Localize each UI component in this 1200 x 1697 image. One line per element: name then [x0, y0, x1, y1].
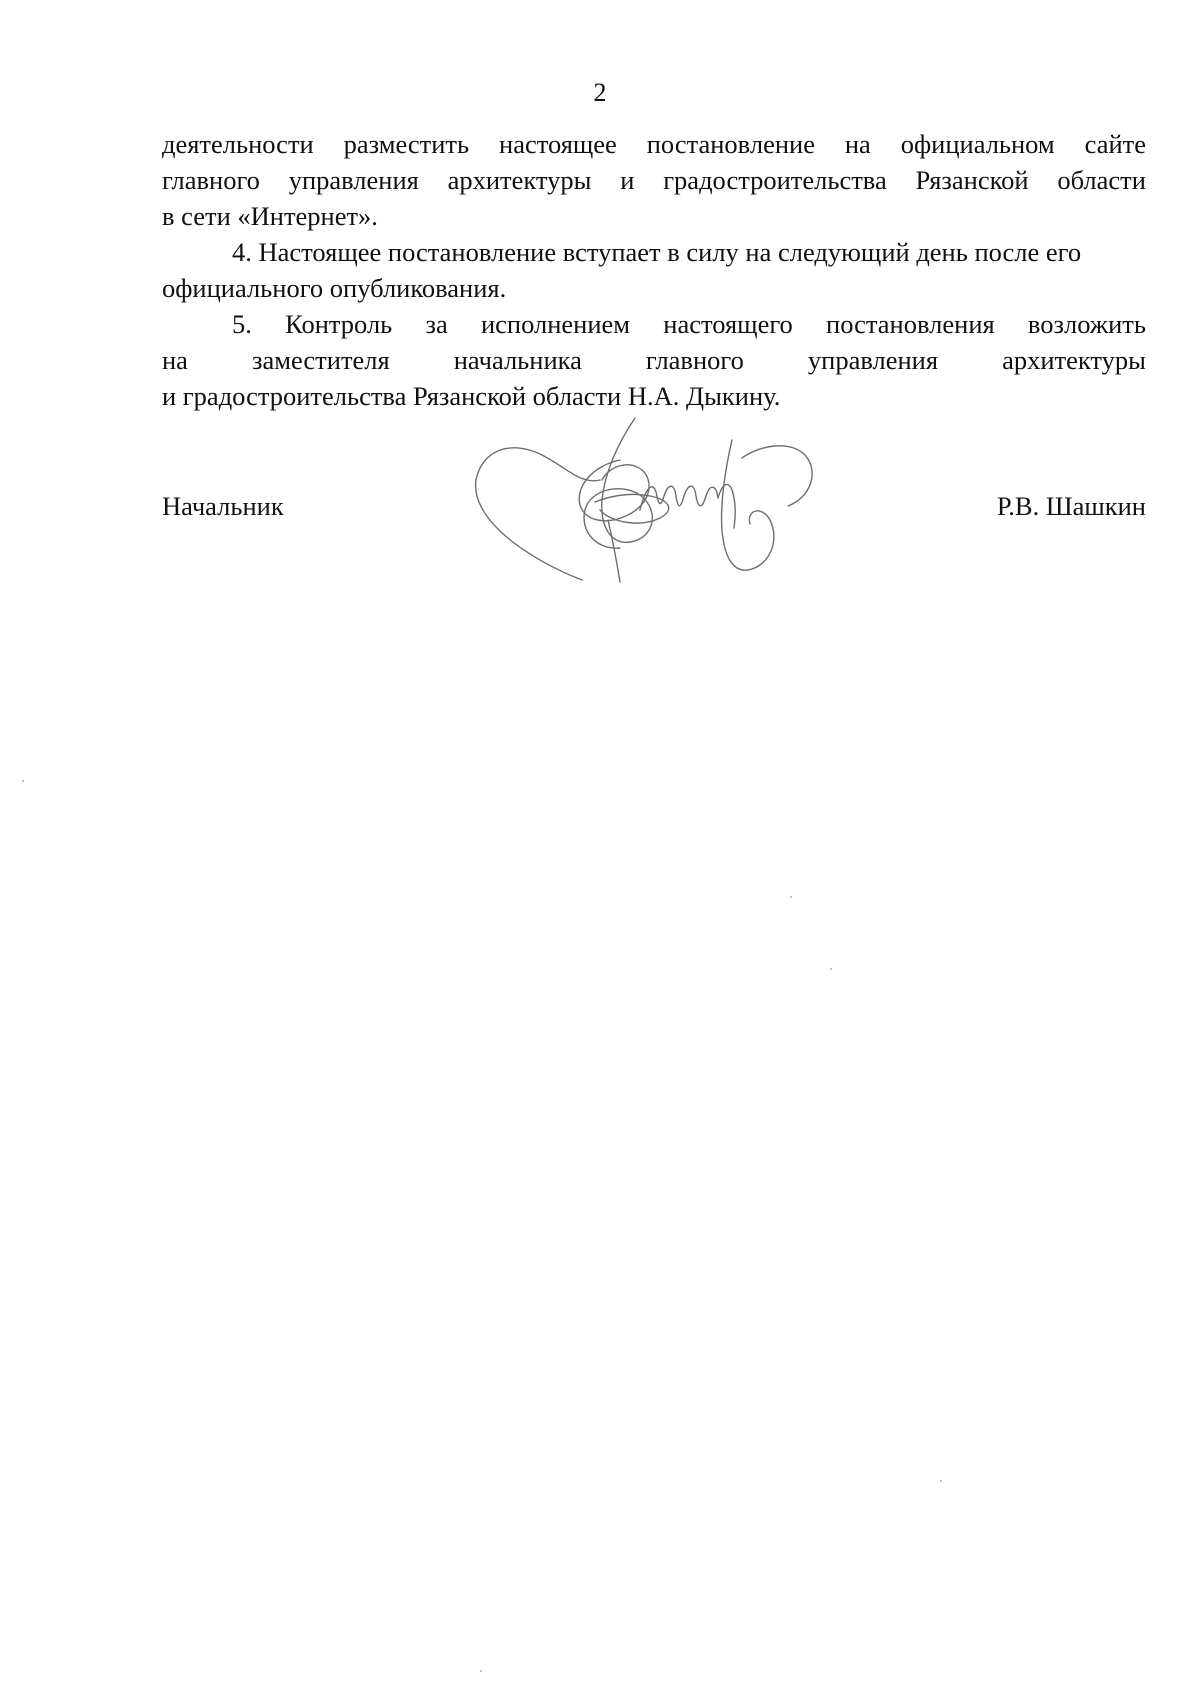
p3-line-3: и градостроительства Рязанской области Н.А. Дыкину.: [162, 381, 781, 411]
word: Контроль: [285, 309, 393, 339]
p1-line-2: [162, 162, 1146, 198]
word: деятельности: [162, 129, 314, 159]
word: области: [1057, 165, 1146, 195]
word: 5.: [232, 309, 252, 339]
word: настоящее: [499, 129, 617, 159]
word: возложить: [1027, 309, 1146, 339]
word: управления: [807, 345, 939, 375]
word: главного: [162, 165, 260, 195]
p1-line-3: в сети «Интернет».: [162, 201, 378, 231]
word: градостроительства: [663, 165, 887, 195]
signer-name: Р.В. Шашкин: [996, 491, 1146, 521]
scan-speck: [22, 780, 24, 782]
p1-line-1: [162, 126, 1146, 162]
scan-speck: [790, 896, 792, 898]
word: постановления: [826, 309, 995, 339]
word: официальном: [900, 129, 1055, 159]
word: разместить: [343, 129, 470, 159]
word: архитектуры: [447, 165, 592, 195]
scan-speck: [480, 1670, 482, 1672]
word: Рязанской: [915, 165, 1029, 195]
paragraph-3: [162, 306, 1146, 414]
word: на: [844, 129, 871, 159]
position-title: Начальник: [162, 491, 284, 521]
word: сайте: [1084, 129, 1146, 159]
p2-line-1: 4. Настоящее постановление вступает в силу на следующий день после его: [232, 237, 1082, 267]
p3-line-2: [162, 342, 1146, 378]
page-number: 2: [593, 78, 607, 107]
word: начальника: [453, 345, 582, 375]
word: настоящего: [663, 309, 793, 339]
paragraph-2: [162, 234, 1146, 306]
p2-line-2: официального опубликования.: [162, 273, 507, 303]
word: на: [162, 345, 188, 375]
word: управления: [288, 165, 419, 195]
handwritten-signature: [470, 410, 830, 600]
word: архитектуры: [1002, 345, 1146, 375]
word: за: [425, 309, 448, 339]
word: постановление: [646, 129, 815, 159]
scan-speck: [830, 968, 832, 970]
word: исполнением: [480, 309, 631, 339]
scan-speck: [940, 1480, 942, 1482]
word: заместителя: [252, 345, 390, 375]
paragraph-1: [162, 126, 1146, 234]
word: и: [620, 165, 635, 195]
p3-line-1: [162, 306, 1146, 342]
word: главного: [645, 345, 744, 375]
